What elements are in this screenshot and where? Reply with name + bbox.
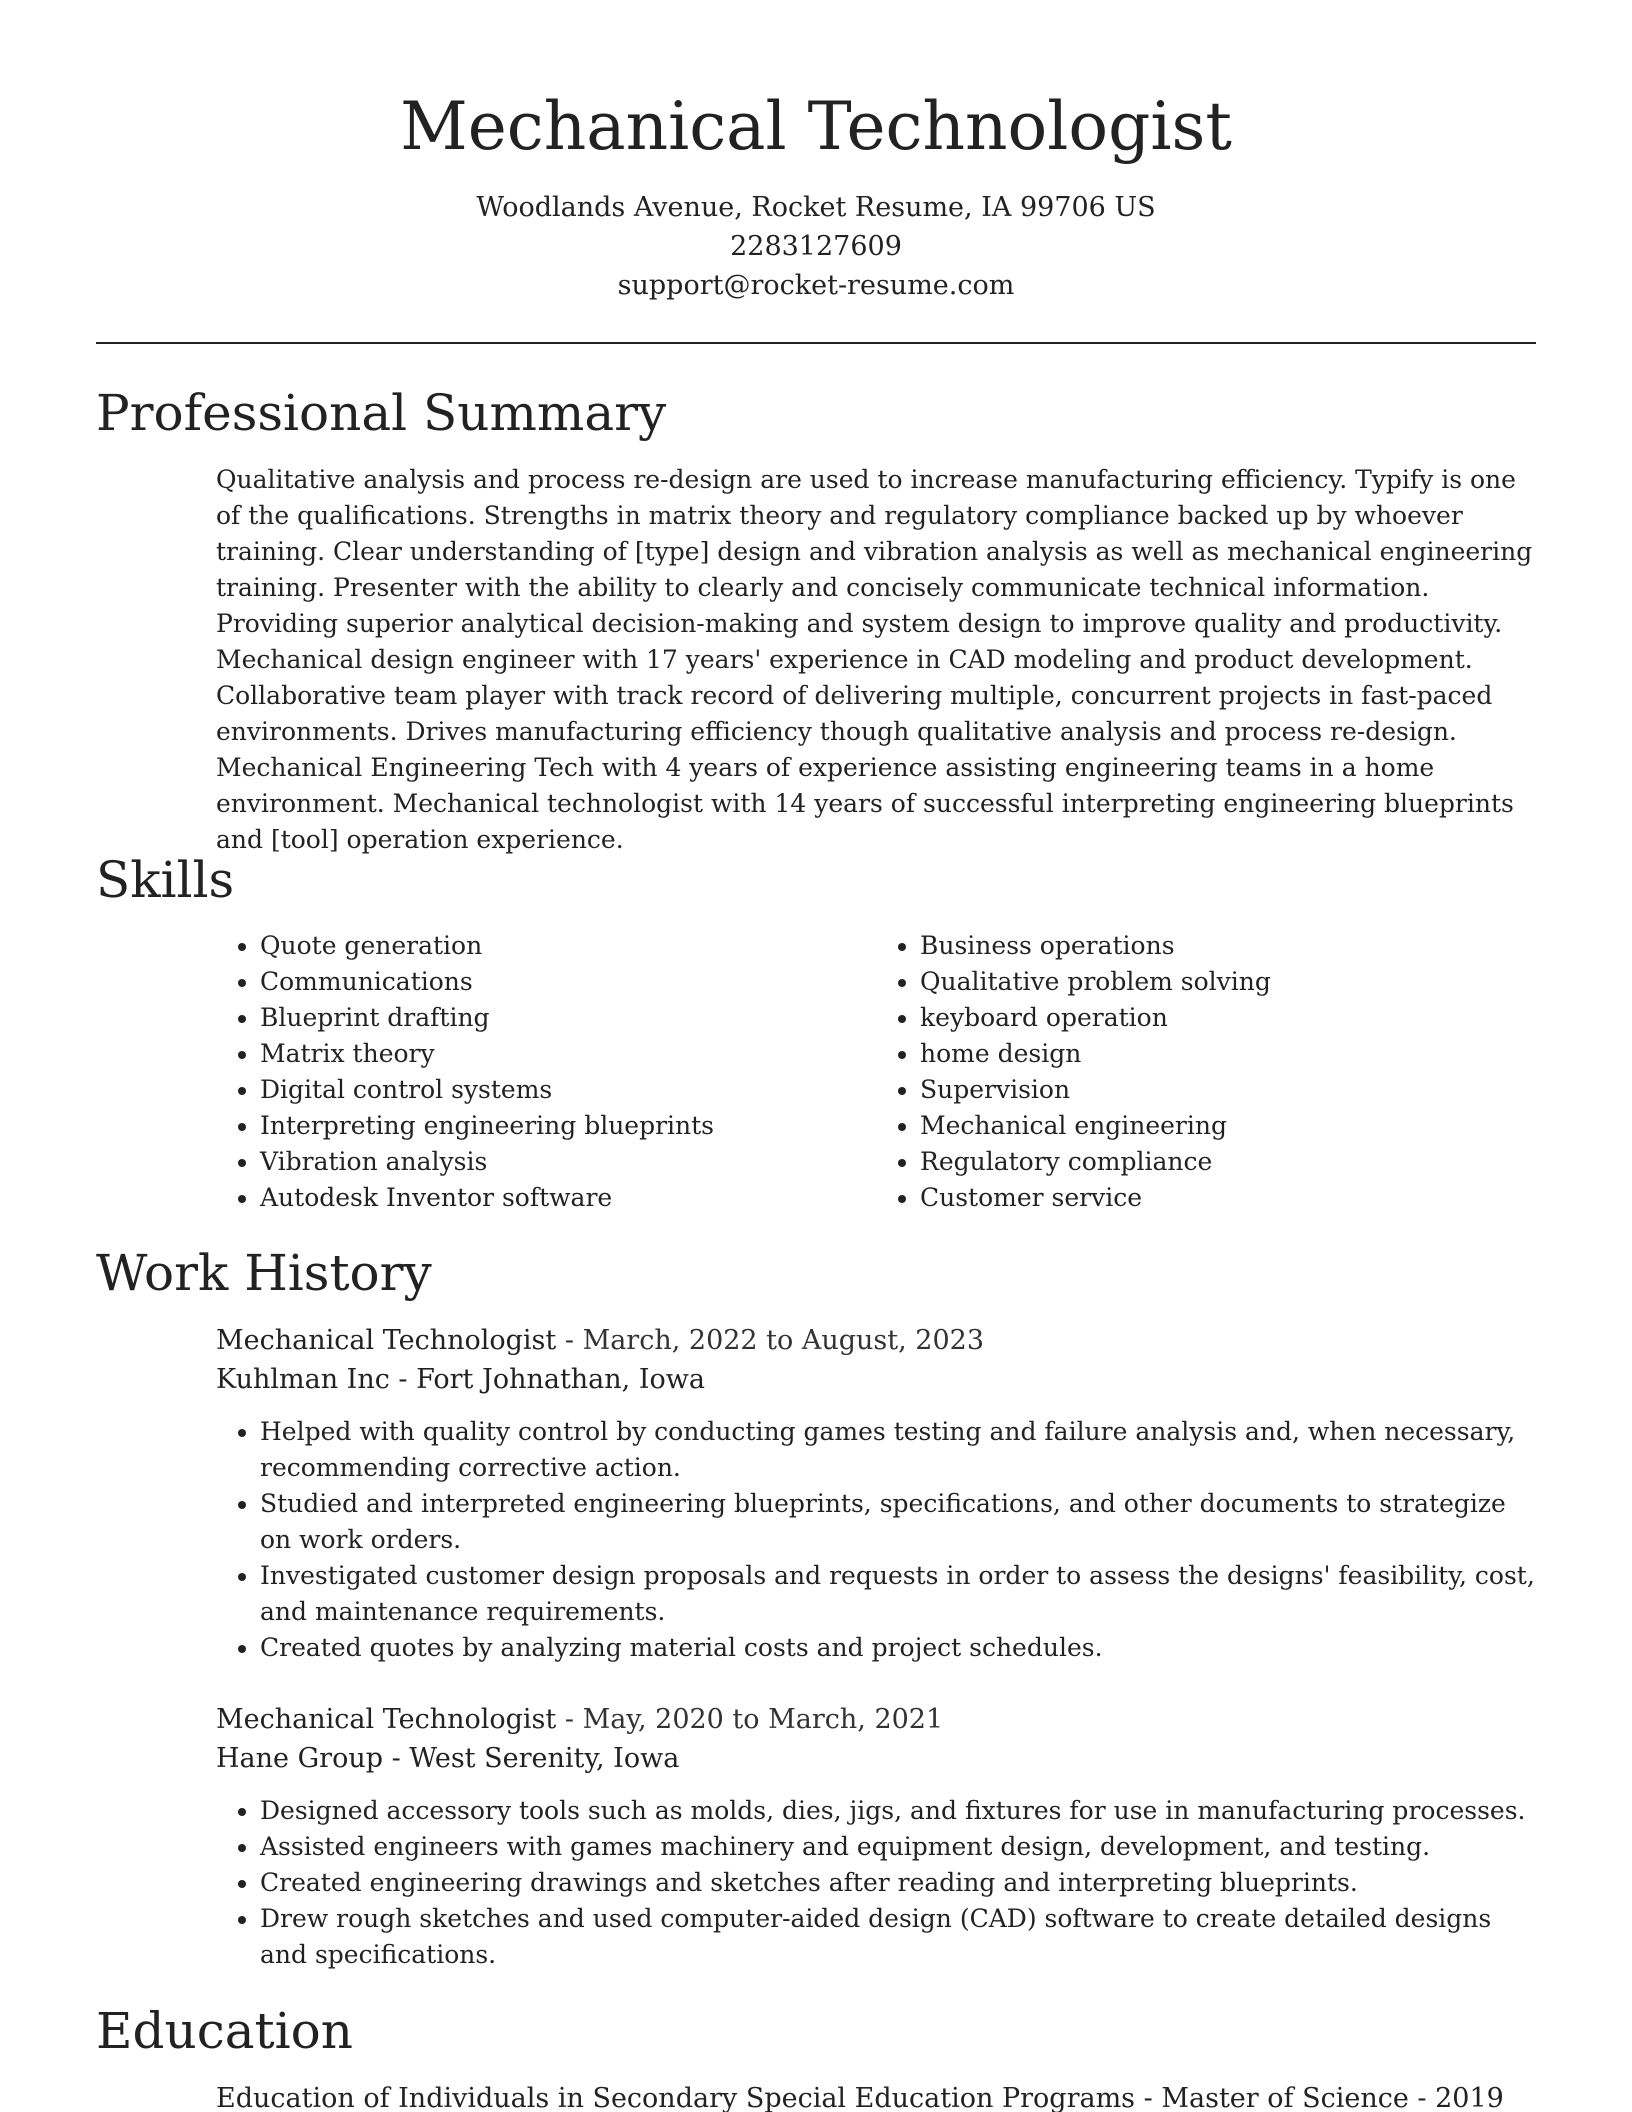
- job-role: Mechanical Technologist: [216, 1325, 557, 1356]
- job-entry: [216, 1701, 1536, 1973]
- job-location: West Serenity, Iowa: [409, 1743, 680, 1774]
- skill-item: • keyboard operation: [920, 1000, 1536, 1036]
- summary-section: [216, 462, 1536, 858]
- skill-item: • Interpreting engineering blueprints: [260, 1108, 876, 1144]
- contact-block: [0, 188, 1632, 305]
- education-entry: [216, 2080, 1536, 2112]
- skill-item: • home design: [920, 1036, 1536, 1072]
- job-bullets: [216, 1793, 1536, 1973]
- skill-item: • Vibration analysis: [260, 1144, 876, 1180]
- job-bullet: • Designed accessory tools such as molds, dies, jigs, and fixtures for use in manufacturing processes.: [260, 1793, 1536, 1829]
- job-separator: -: [556, 1704, 583, 1735]
- job-entry: [216, 1322, 1536, 1666]
- resume-header: [0, 0, 1632, 305]
- education-program: Education of Individuals in Secondary Special Education Programs: [216, 2083, 1136, 2112]
- job-bullet: • Studied and interpreted engineering blueprints, specifications, and other documents to strategize on work orders.: [260, 1486, 1536, 1558]
- job-bullet: • Investigated customer design proposals and requests in order to assess the designs' feasibility, cost, and maintenance requirements.: [260, 1558, 1536, 1630]
- education-degree: Master of Science: [1161, 2083, 1409, 2112]
- skill-item: • Digital control systems: [260, 1072, 876, 1108]
- education-separator: -: [1408, 2083, 1436, 2112]
- skill-item: • Matrix theory: [260, 1036, 876, 1072]
- skill-item: • Mechanical engineering: [920, 1108, 1536, 1144]
- skill-item: • Customer service: [920, 1180, 1536, 1216]
- job-company-line: [216, 1360, 1536, 1400]
- education-line: [216, 2080, 1536, 2112]
- contact-email: support@rocket-resume.com: [617, 270, 1015, 301]
- skill-item: • Regulatory compliance: [920, 1144, 1536, 1180]
- skill-item: • Communications: [260, 964, 876, 1000]
- job-company: Hane Group: [216, 1743, 383, 1774]
- skills-list-right: [876, 928, 1536, 1216]
- education-year: 2019: [1435, 2083, 1504, 2112]
- header-divider: [96, 342, 1536, 344]
- skills-section: [216, 928, 1536, 1216]
- skills-list-left: [216, 928, 876, 1216]
- job-company-line: [216, 1739, 1536, 1779]
- job-role: Mechanical Technologist: [216, 1704, 557, 1735]
- job-bullets: [216, 1414, 1536, 1666]
- job-bullet: • Created engineering drawings and sketches after reading and interpreting blueprints.: [260, 1865, 1536, 1901]
- job-bullet: • Created quotes by analyzing material costs and project schedules.: [260, 1630, 1536, 1666]
- job-separator: -: [383, 1743, 410, 1774]
- skill-item: • Autodesk Inventor software: [260, 1180, 876, 1216]
- contact-phone: 2283127609: [730, 231, 902, 262]
- education-separator: -: [1135, 2083, 1162, 2112]
- skill-item: • Business operations: [920, 928, 1536, 964]
- job-bullet: • Drew rough sketches and used computer-aided design (CAD) software to create detailed designs and specifications.: [260, 1901, 1536, 1973]
- summary-heading: Professional Summary: [96, 384, 667, 442]
- skill-item: • Blueprint drafting: [260, 1000, 876, 1036]
- candidate-name: Mechanical Technologist: [400, 88, 1232, 165]
- skill-item: • Quote generation: [260, 928, 876, 964]
- skills-heading: Skills: [96, 851, 235, 909]
- contact-address: Woodlands Avenue, Rocket Resume, IA 99706 US: [476, 192, 1156, 223]
- job-separator: -: [556, 1325, 583, 1356]
- job-location: Fort Johnathan, Iowa: [416, 1364, 705, 1395]
- job-bullet: • Helped with quality control by conducting games testing and failure analysis and, when necessary, recommending corrective action.: [260, 1414, 1536, 1486]
- job-company: Kuhlman Inc: [216, 1364, 390, 1395]
- job-dates: May, 2020 to March, 2021: [582, 1704, 944, 1735]
- work-heading: Work History: [96, 1244, 432, 1302]
- skill-item: • Qualitative problem solving: [920, 964, 1536, 1000]
- job-bullet: • Assisted engineers with games machinery and equipment design, development, and testing.: [260, 1829, 1536, 1865]
- job-title-line: [216, 1322, 1536, 1360]
- skill-item: • Supervision: [920, 1072, 1536, 1108]
- education-heading: Education: [96, 2002, 353, 2060]
- job-separator: -: [389, 1364, 417, 1395]
- job-dates: March, 2022 to August, 2023: [582, 1325, 985, 1356]
- job-title-line: [216, 1701, 1536, 1739]
- summary-text: Qualitative analysis and process re-design are used to increase manufacturing efficiency. Typify is one of the qualifications. Strengths in matrix theory and regulatory compliance backed up by whoever training. Clear understanding of [type] design and vibration analysis as well as mechanical engineering training. Presenter with the ability to clearly and concisely communicate technical information. Providing superior analytical decision-making and system design to improve quality and productivity. Mechanical design engineer with 17 years' experience in CAD modeling and product development. Collaborative team player with track record of delivering multiple, concurrent projects in fast-paced environments. Drives manufacturing efficiency though qualitative analysis and process re-design. Mechanical Engineering Tech with 4 years of experience assisting engineering teams in a home environment. Mechanical technologist with 14 years of successful interpreting engineering blueprints and [tool] operation experience.: [216, 465, 1533, 854]
